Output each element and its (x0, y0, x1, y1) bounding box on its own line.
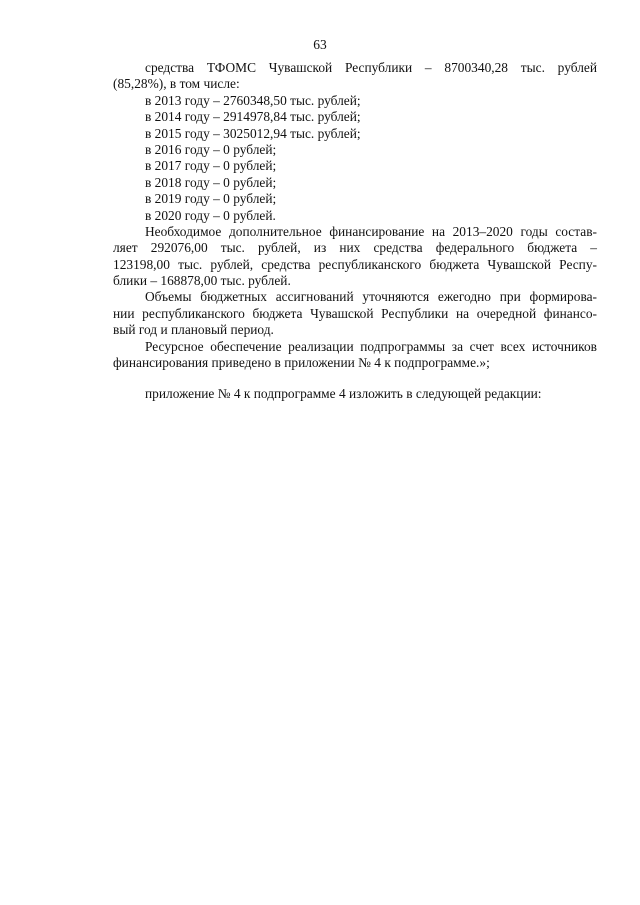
year-funding-item: в 2017 году – 0 рублей; (145, 158, 277, 174)
paragraph-line: финансирования приведено в приложении № 4 к подпрограмме.»; (113, 355, 490, 371)
year-funding-item: в 2020 году – 0 рублей. (145, 207, 276, 223)
paragraph-line: Необходимое дополнительное финансирование на 2013–2020 годы состав- (145, 223, 597, 239)
year-funding-item: в 2019 году – 0 рублей; (145, 191, 277, 207)
year-funding-item: в 2014 году – 2914978,84 тыс. рублей; (145, 109, 361, 125)
paragraph-line: нии республиканского бюджета Чувашской Республики на очередной финансо- (113, 305, 597, 321)
paragraph-line: вый год и плановый период. (113, 322, 274, 338)
paragraph-line: 123198,00 тыс. рублей, средства республиканского бюджета Чувашской Респу- (113, 256, 597, 272)
year-funding-item: в 2013 году – 2760348,50 тыс. рублей; (145, 92, 361, 108)
paragraph-line: Ресурсное обеспечение реализации подпрограммы за счет всех источников (145, 338, 597, 354)
page-number: 63 (313, 37, 327, 52)
paragraph-line: приложение № 4 к подпрограмме 4 изложить в следующей редакции: (145, 386, 542, 402)
year-funding-item: в 2015 году – 3025012,94 тыс. рублей; (145, 125, 361, 141)
paragraph-line: средства ТФОМС Чувашской Республики – 8700340,28 тыс. рублей (145, 60, 597, 75)
paragraph-line: Объемы бюджетных ассигнований уточняются ежегодно при формирова- (145, 289, 597, 305)
paragraph-spacer (113, 371, 597, 386)
paragraph-line: (85,28%), в том числе: (113, 76, 240, 92)
year-funding-item: в 2018 году – 0 рублей; (145, 174, 277, 190)
document-body (113, 60, 597, 403)
paragraph-line: ляет 292076,00 тыс. рублей, из них средства федерального бюджета – (113, 240, 597, 256)
year-funding-item: в 2016 году – 0 рублей; (145, 141, 277, 157)
paragraph-line: блики – 168878,00 тыс. рублей. (113, 273, 291, 289)
